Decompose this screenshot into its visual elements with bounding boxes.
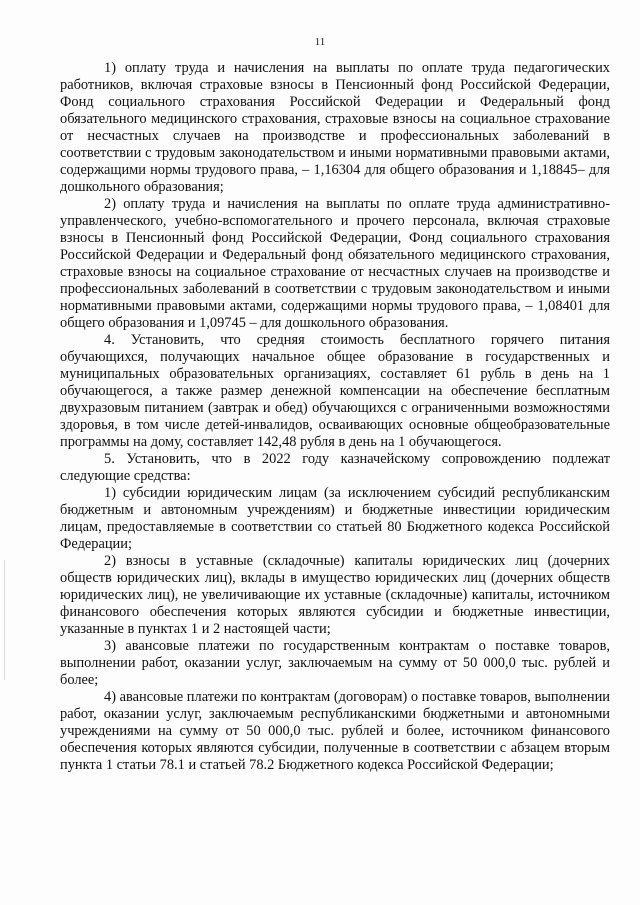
document-body <box>60 60 610 774</box>
paragraph-item-4-meals: 4. Установить, что средняя стоимость бесплатного горячего питания обучающихся, получающих начальное общее образование в государственных и муниципальных образовательных организациях, составляет 61 рубль в день на 1 обучающегося, а также размер денежной компенсации на обеспечение бесплатным двухразовым питанием (завтрак и обед) обучающихся с ограниченными возможностями здоровья, в том числе детей-инвалидов, осваивающих основные общеобразовательные программы на дому, составляет 142,48 рубля в день на 1 обучающегося. <box>60 332 610 450</box>
page-number: 11 <box>314 36 326 48</box>
paragraph-capital-contributions: 2) взносы в уставные (складочные) капиталы юридических лиц (дочерних обществ юридических лиц), вклады в имущество юридических лиц (дочерних обществ юридических лиц), не увеличивающие их уставные (складочные) капиталы, источником финансового обеспечения которых являются субсидии и бюджетные инвестиции, указанные в пунктах 1 и 2 настоящей части; <box>60 553 610 637</box>
paragraph-subsidies: 1) субсидии юридическим лицам (за исключением субсидий республиканским бюджетным и автономным учреждениям) и бюджетные инвестиции юридическим лицам, предоставляемые в соответствии со статьей 80 Бюджетного кодекса Российской Федерации; <box>60 485 610 552</box>
scan-edge-mark <box>4 560 5 680</box>
paragraph-advance-state-contracts: 3) авансовые платежи по государственным контрактам о поставке товаров, выполнении работ, оказании услуг, заключаемым на сумму от 50 000,0 тыс. рублей и более; <box>60 638 610 688</box>
paragraph-advance-institution-contracts: 4) авансовые платежи по контрактам (договорам) о поставке товаров, выполнении работ, оказании услуг, заключаемым республиканскими бюджетными и автономными учреждениями на сумму от 50 000,0 тыс. рублей и более, источником финансового обеспечения которых являются субсидии, полученные в соответствии с абзацем вторым пункта 1 статьи 78.1 и статьей 78.2 Бюджетного кодекса Российской Федерации; <box>60 689 610 773</box>
paragraph-item-5-treasury: 5. Установить, что в 2022 году казначейскому сопровождению подлежат следующие средства: <box>60 451 610 484</box>
paragraph-pay-teachers: 1) оплату труда и начисления на выплаты по оплате труда педагогических работников, включая страховые взносы в Пенсионный фонд Российской Федерации, Фонд социального страхования Российской Федерации и Федеральный фонд обязательного медицинского страхования, страховые взносы на социальное страхование от несчастных случаев на производстве и профессиональных заболеваний в соответствии с трудовым законодательством и иными нормативными правовыми актами, содержащими нормы трудового права, – 1,16304 для общего образования и 1,18845– для дошкольного образования; <box>60 60 610 195</box>
paragraph-pay-staff: 2) оплату труда и начисления на выплаты по оплате труда административно-управленческого, учебно-вспомогательного и прочего персонала, включая страховые взносы в Пенсионный фонд Российской Федерации, Фонд социального страхования Российской Федерации и Федеральный фонд обязательного медицинского страхования, страховые взносы на социальное страхование от несчастных случаев на производстве и профессиональных заболеваний в соответствии с трудовым законодательством и иными нормативными правовыми актами, содержащими нормы трудового права, – 1,08401 для общего образования и 1,09745 – для дошкольного образования. <box>60 196 610 331</box>
